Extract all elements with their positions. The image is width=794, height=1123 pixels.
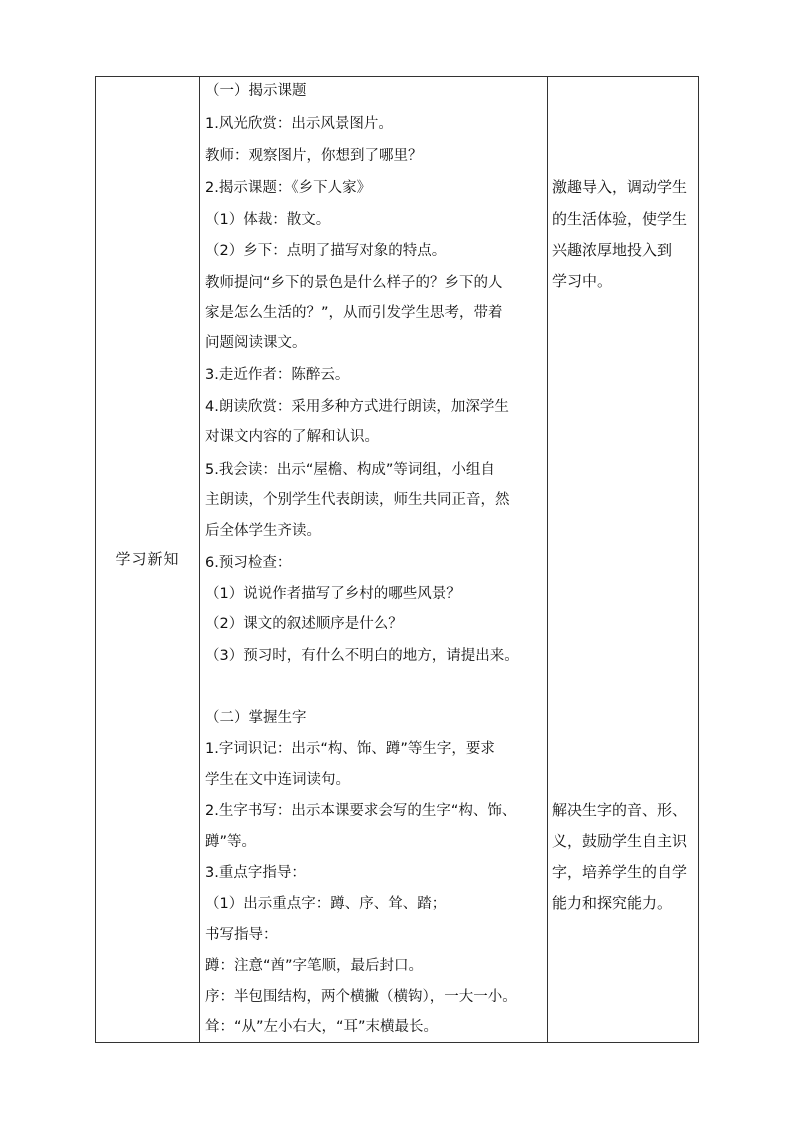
row-label-cell bbox=[96, 77, 199, 1042]
content-line: 5.我会读：出示“屋檐、构成”等词组，小组自 bbox=[205, 462, 495, 478]
content-line: 蹲：注意“酋”字笔顺，最后封口。 bbox=[205, 958, 424, 974]
content-line: 2.生字书写：出示本课要求会写的生字“构、饰、 bbox=[205, 803, 517, 819]
row-label: 学习新知 bbox=[115, 550, 180, 568]
content-line: 3.重点字指导： bbox=[205, 865, 306, 881]
content-line: 教师提问“乡下的景色是什么样子的？乡下的人 bbox=[205, 275, 503, 291]
content-line: （1）体裁：散文。 bbox=[205, 212, 331, 228]
content-line: 6.预习检查： bbox=[205, 555, 292, 571]
note-line: 义，鼓励学生自主识 bbox=[552, 832, 688, 850]
content-line: 后全体学生齐读。 bbox=[205, 523, 321, 539]
content-line: （一）揭示课题 bbox=[205, 83, 307, 99]
column-divider bbox=[199, 77, 200, 1042]
content-line: （2）乡下：点明了描写对象的特点。 bbox=[205, 243, 447, 259]
content-line: 1.风光欣赏：出示风景图片。 bbox=[205, 116, 393, 132]
content-line: （1）说说作者描写了乡村的哪些风景？ bbox=[205, 586, 461, 602]
note-line: 字，培养学生的自学 bbox=[552, 863, 688, 881]
note-line: 学习中。 bbox=[552, 272, 613, 290]
content-line: 问题阅读课文。 bbox=[205, 335, 307, 351]
note-line: 的生活体验，使学生 bbox=[552, 210, 688, 228]
note-line: 解决生字的音、形、 bbox=[552, 801, 688, 819]
content-line: 2.揭示课题：《乡下人家》 bbox=[205, 180, 372, 196]
content-line: （2）课文的叙述顺序是什么？ bbox=[205, 616, 403, 632]
content-line: 对课文内容的了解和认识。 bbox=[205, 429, 379, 445]
content-line: （二）掌握生字 bbox=[205, 710, 307, 726]
content-line: 序：半包围结构，两个横撇（横钩），一大一小。 bbox=[205, 989, 517, 1005]
note-line: 能力和探究能力。 bbox=[552, 894, 673, 912]
column-divider bbox=[547, 77, 548, 1042]
content-line: 蹲”等。 bbox=[205, 834, 257, 850]
content-line: 4.朗读欣赏：采用多种方式进行朗读，加深学生 bbox=[205, 399, 509, 415]
content-line: （3）预习时，有什么不明白的地方，请提出来。 bbox=[205, 648, 519, 664]
lesson-table bbox=[95, 76, 699, 1043]
note-line: 兴趣浓厚地投入到 bbox=[552, 241, 673, 259]
content-line: 学生在文中连词读句。 bbox=[205, 772, 350, 788]
content-line: 书写指导： bbox=[205, 927, 278, 943]
content-line: 耸：“从”左小右大，“耳”末横最长。 bbox=[205, 1019, 439, 1035]
content-line: 主朗读，个别学生代表朗读，师生共同正音，然 bbox=[205, 492, 510, 508]
content-line: 1.字词识记：出示“构、饰、蹲”等生字，要求 bbox=[205, 741, 495, 757]
content-line: （1）出示重点字：蹲、序、耸、踏； bbox=[205, 896, 447, 912]
content-line: 教师：观察图片，你想到了哪里？ bbox=[205, 148, 423, 164]
content-line: 家是怎么生活的？”，从而引发学生思考，带着 bbox=[205, 305, 503, 321]
content-line: 3.走近作者：陈醉云。 bbox=[205, 367, 350, 383]
note-line: 激趣导入，调动学生 bbox=[552, 178, 688, 196]
